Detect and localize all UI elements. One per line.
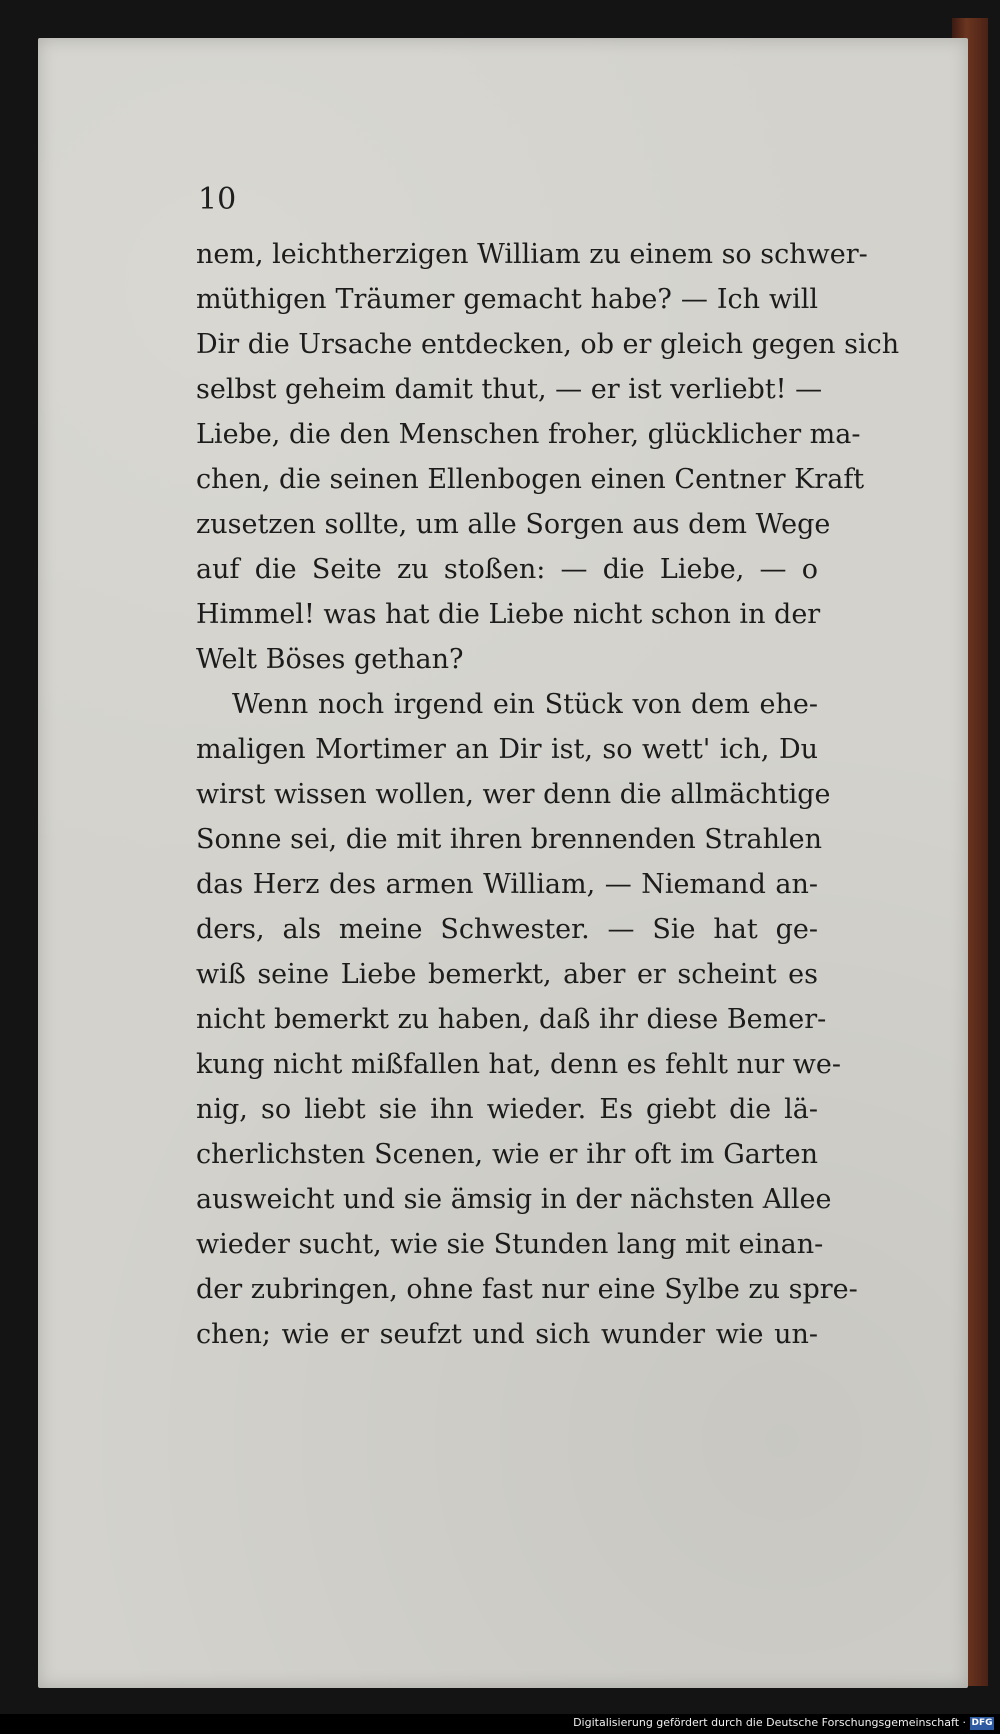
text-line: chen, die seinen Ellenbogen einen Centner Kraft <box>196 464 865 495</box>
text-line: Welt Böses gethan? <box>196 644 464 675</box>
text-line: zusetzen sollte, um alle Sorgen aus dem Wege <box>196 509 831 540</box>
text-line: ausweicht und sie ämsig in der nächsten Allee <box>196 1184 832 1215</box>
text-line: selbst geheim damit thut, — er ist verliebt! — <box>196 374 823 405</box>
body-text <box>196 232 900 1357</box>
text-line: ders, als meine Schwester. — Sie hat ge- <box>196 914 818 945</box>
text-line: Liebe, die den Menschen froher, glücklicher ma- <box>196 419 861 450</box>
text-line: der zubringen, ohne fast nur eine Sylbe zu spre- <box>196 1274 858 1305</box>
text-line: Himmel! was hat die Liebe nicht schon in der <box>196 599 821 630</box>
digitization-credit: Digitalisierung gefördert durch die Deutsche Forschungsgemeinschaft · <box>573 1716 966 1729</box>
text-line: cherlichsten Scenen, wie er ihr oft im Garten <box>196 1139 818 1170</box>
text-line: kung nicht mißfallen hat, denn es fehlt nur we- <box>196 1049 842 1080</box>
text-line: nem, leichtherzigen William zu einem so schwer- <box>196 239 868 270</box>
paragraph-start-line: Wenn noch irgend ein Stück von dem ehe- <box>232 689 818 720</box>
dfg-logo: DFG <box>971 1718 993 1728</box>
text-line: wieder sucht, wie sie Stunden lang mit einan- <box>196 1229 824 1260</box>
text-line: maligen Mortimer an Dir ist, so wett' ich, Du <box>196 734 818 765</box>
text-line: Sonne sei, die mit ihren brennenden Strahlen <box>196 824 823 855</box>
text-line: chen; wie er seufzt und sich wunder wie un- <box>196 1319 818 1350</box>
text-line: auf die Seite zu stoßen: — die Liebe, — o <box>196 554 818 585</box>
text-line: wiß seine Liebe bemerkt, aber er scheint es <box>196 959 818 990</box>
text-line: wirst wissen wollen, wer denn die allmächtige <box>196 779 831 810</box>
text-line: das Herz des armen William, — Niemand an- <box>196 869 818 900</box>
text-line: Dir die Ursache entdecken, ob er gleich gegen sich <box>196 329 900 360</box>
text-line: nig, so liebt sie ihn wieder. Es giebt die lä- <box>196 1094 818 1125</box>
text-line: müthigen Träumer gemacht habe? — Ich will <box>196 284 818 315</box>
page-number: 10 <box>198 182 237 217</box>
text-line: nicht bemerkt zu haben, daß ihr diese Bemer- <box>196 1004 827 1035</box>
